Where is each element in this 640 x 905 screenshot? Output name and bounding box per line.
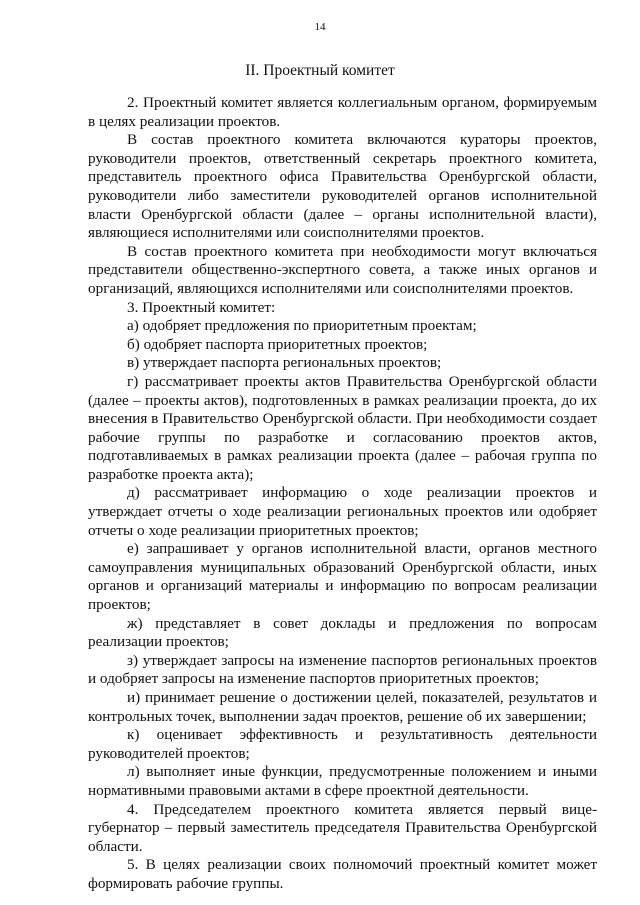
list-item-k: к) оценивает эффективность и результативность деятельности руководителей проектов;: [88, 726, 597, 762]
paragraph-optional-members: В состав проектного комитета при необходимости могут включаться представители общественно-экспертного совета, а также иных органов и организаций, являющихся исполнителями или соисполнителями проектов.: [88, 242, 597, 297]
list-item-b: б) одобряет паспорта приоритетных проектов;: [127, 335, 428, 353]
list-item-i: и) принимает решение о достижении целей, показателей, результатов и контрольных точек, выполнении задач проектов, решение об их завершении;: [88, 689, 597, 725]
list-item-l: л) выполняет иные функции, предусмотренные положением и иными нормативными правовыми актами в сфере проектной деятельности.: [88, 763, 597, 799]
paragraph-composition: В состав проектного комитета включаются кураторы проектов, руководители проектов, ответственный секретарь проектного комитета, представитель проектного офиса Правительства Оренбургской области, руководители либо заместители руководителей органов исполнительной власти Оренбургской области (далее – органы исполнительной власти), являющиеся исполнителями или соисполнителями проектов.: [88, 131, 597, 242]
list-item-v: в) утверждает паспорта региональных проектов;: [127, 354, 442, 372]
list-item-g: г) рассматривает проекты актов Правительства Оренбургской области (далее – проекты актов), подготовленных в рамках реализации проекта, до их внесения в Правительство Оренбургской области. При необходимости создает рабочие группы по разработке и согласованию проектов актов, подготавливаемых в рамках реализации проекта (далее – рабочая группа по разработке проекта акта);: [88, 372, 597, 483]
list-item-e: е) запрашивает у органов исполнительной власти, органов местного самоуправления муниципальных образований Оренбургской области, иных органов и организаций материалы и информацию по вопросам реализации проектов;: [88, 540, 597, 614]
paragraph-2-intro: 2. Проектный комитет является коллегиальным органом, формируемым в целях реализации проектов.: [88, 94, 597, 130]
list-item-d: д) рассматривает информацию о ходе реализации проектов и утверждает отчеты о ходе реализации региональных проектов или одобряет отчеты о ходе реализации приоритетных проектов;: [88, 484, 597, 539]
section-title: II. Проектный комитет: [245, 62, 395, 79]
paragraph-4-chair: 4. Председателем проектного комитета является первый вице-губернатор – первый заместитель председателя Правительства Оренбургской области.: [88, 800, 597, 855]
paragraph-5-working-groups: 5. В целях реализации своих полномочий проектный комитет может формировать рабочие группы.: [88, 856, 597, 892]
list-item-z: з) утверждает запросы на изменение паспортов региональных проектов и одобряет запросы на изменение паспортов приоритетных проектов;: [88, 651, 597, 688]
page-number: 14: [314, 21, 326, 33]
list-item-zh: ж) представляет в совет доклады и предложения по вопросам реализации проектов;: [88, 614, 597, 651]
document-body: [88, 94, 597, 894]
list-item-a: а) одобряет предложения по приоритетным проектам;: [127, 317, 477, 335]
paragraph-3-heading: 3. Проектный комитет:: [127, 298, 276, 316]
